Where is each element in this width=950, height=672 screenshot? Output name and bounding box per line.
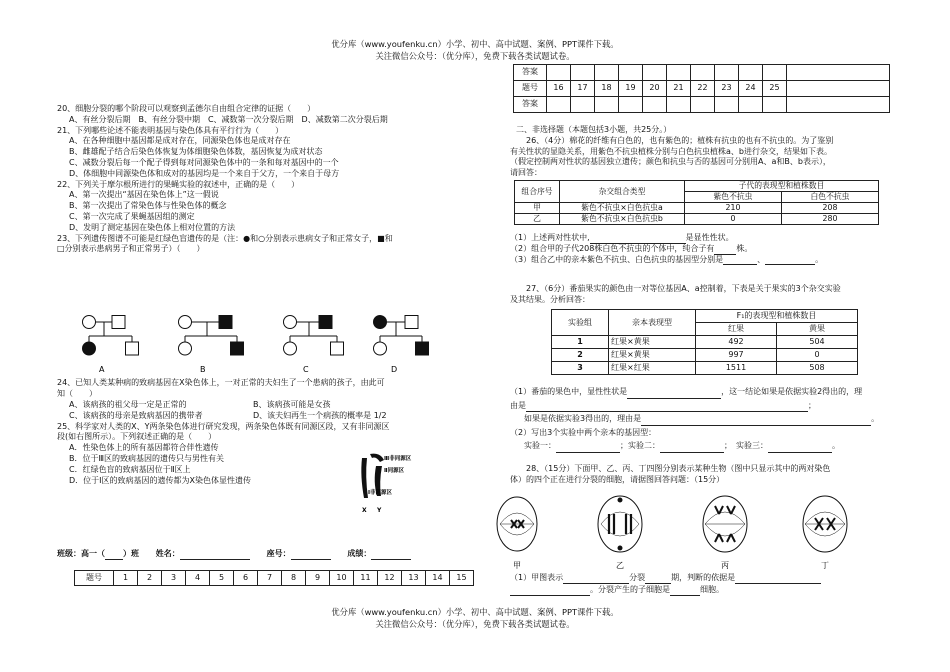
- pedigree-a: [83, 316, 139, 356]
- seat-label: 座号：: [266, 549, 291, 558]
- answer-table-right-number: 22: [691, 81, 715, 97]
- pedigree-label-d: D: [391, 365, 398, 374]
- table-row: [515, 203, 879, 214]
- class-label: 班级：高一（: [57, 549, 105, 558]
- answer-cell[interactable]: [547, 97, 571, 113]
- answer-table-left-number: 7: [258, 571, 282, 586]
- q26-header-group: 组合序号: [515, 181, 560, 203]
- cell-label-yi: 乙: [616, 561, 624, 570]
- fig-label-region-2: Ⅱ同源区: [384, 468, 405, 474]
- q27-exp1-field[interactable]: [556, 443, 620, 453]
- q26-header-offspring: 子代的表现型和植株数目: [685, 181, 879, 192]
- name-field[interactable]: [180, 550, 250, 560]
- q27-row-parents: 红果×黄果: [609, 336, 696, 349]
- q27-row-id: 2: [552, 349, 609, 362]
- answer-cell[interactable]: [763, 97, 787, 113]
- q26-row-id: 甲: [515, 203, 560, 214]
- answer-table-left-number: 3: [162, 571, 186, 586]
- q28-line-1: 28、（15分）下面甲、乙、丙、丁四图分别表示某种生物（图中只显示其中的两对染色: [526, 464, 831, 473]
- q28-sub-1-mid: 分裂: [629, 573, 646, 582]
- q27-row-id: 1: [552, 336, 609, 349]
- answer-table-right-answer-label: 答案: [514, 97, 547, 113]
- answer-table-left-number: 11: [354, 571, 378, 586]
- q21-stem: 21、下列哪些论述不能表明基因与染色体具有平行行为（ ）: [57, 125, 284, 135]
- q27-blank-1[interactable]: [627, 389, 721, 399]
- q27-sub-1: [510, 385, 910, 399]
- cell-jia: [497, 497, 537, 551]
- q25-option-d: D．位于Ⅰ区的致病基因的遗传都为X染色体显性遗传: [69, 475, 251, 485]
- answer-table-right-number: 24: [739, 81, 763, 97]
- q28-sub-1-end: 细胞。: [700, 585, 724, 594]
- q27-header-red: 红果: [696, 323, 777, 336]
- answer-table-left-number: 12: [378, 571, 402, 586]
- cell-label-jia: 甲: [513, 561, 521, 570]
- section-2-title: 二、非选择题（本题包括3小题，共25分。）: [516, 125, 672, 134]
- q27-row-parents: 红果×黄果: [609, 349, 696, 362]
- pedigree-d: [374, 316, 429, 356]
- q26-row-purple: 0: [685, 214, 782, 225]
- q26-row-purple: 210: [685, 203, 782, 214]
- answer-table-right-answer-label: 答案: [514, 65, 547, 81]
- answer-cell[interactable]: [595, 65, 619, 81]
- q26-line-1: 26、（4分）棉花的纤维有白色的，也有紫色的；植株有抗虫的也有不抗虫的。为了鉴别: [526, 135, 834, 145]
- answer-cell[interactable]: [739, 97, 763, 113]
- answer-table-right: [513, 64, 890, 113]
- answer-cell[interactable]: [715, 65, 739, 81]
- q26-row-white: 208: [782, 203, 879, 214]
- q27-row-id: 3: [552, 362, 609, 375]
- answer-table-right-number: 18: [595, 81, 619, 97]
- answer-table-left-number: 1: [114, 571, 138, 586]
- q24-row-2: [57, 411, 477, 422]
- q27-sub-2: （2）写出3个实验中两个亲本的基因型：: [510, 427, 657, 437]
- xy-chromosome-figure: [350, 452, 430, 520]
- answer-cell[interactable]: [547, 65, 571, 81]
- q27-alt-text: 如果是依据实验3得出的，理由是: [524, 414, 642, 423]
- q27-blank-3[interactable]: [641, 416, 871, 426]
- fig-label-region-1: Ⅰ非同源区: [368, 490, 393, 496]
- q26-header-purple: 紫色不抗虫: [685, 192, 782, 203]
- q21-option-b: B、雌雄配子结合后染色体恢复为体细胞染色体数，基因恢复为成对状态: [69, 147, 323, 157]
- student-info-row: [57, 549, 411, 560]
- answer-cell[interactable]: [571, 65, 595, 81]
- score-field[interactable]: [371, 550, 411, 560]
- footer-line-1: 优分库（www.youfenku.cn）小学、初中、高中试题、案例、PPT课件下载。: [331, 607, 619, 617]
- q27-reason-end: ；: [808, 400, 816, 410]
- q21-option-d: D、体细胞中同源染色体和成对的基因均是一个来自于父方，一个来自于母方: [69, 168, 340, 178]
- q26-sub-3: [510, 255, 905, 266]
- q26-sub-2: [510, 244, 905, 255]
- q20-options: A、有丝分裂后期 B、有丝分裂中期 C、减数第一次分裂后期 D、减数第二次分裂后期: [69, 114, 388, 124]
- answer-table-right-number: 19: [619, 81, 643, 97]
- question-24: [57, 378, 477, 422]
- question-23: [57, 234, 477, 256]
- q27-row-yellow: 504: [777, 336, 858, 349]
- q27-sub-1-reason: [510, 399, 910, 413]
- question-27: [510, 284, 905, 306]
- cell-bing: [703, 496, 747, 552]
- q24-option-a: A、该病孩的祖父母一定是正常的: [69, 399, 187, 409]
- q26-sub-3-end: 。: [815, 254, 824, 264]
- q26-sub-3-sep: 、: [757, 254, 766, 264]
- q26-line-2: 有关性状的显隐关系，用紫色不抗虫植株分别与白色抗虫植株a、b进行杂交，结果如下表。: [510, 146, 832, 156]
- q26-row-cross: 紫色不抗虫×白色抗虫a: [560, 203, 685, 214]
- q22-stem: 22、下列关于摩尔根所进行的果蝇实验的叙述中，正确的是（ ）: [57, 179, 300, 189]
- q28-blank-4[interactable]: [510, 586, 590, 596]
- answer-cell[interactable]: [715, 97, 739, 113]
- pedigree-b: [179, 316, 244, 356]
- answer-table-left-number: 14: [426, 571, 450, 586]
- table-row: [552, 349, 858, 362]
- answer-table-right-number: 16: [547, 81, 571, 97]
- q27-row-red: 997: [696, 349, 777, 362]
- answer-table-left-number: 6: [234, 571, 258, 586]
- table-row: [552, 336, 858, 349]
- q25-stem-1: 25、科学家对人类的X、Y两条染色体进行研究发现，两条染色体既有同源区段，又有非同源区: [57, 421, 390, 431]
- fig-label-x: X: [362, 507, 367, 514]
- answer-table-right-number: 21: [667, 81, 691, 97]
- q22-option-d: D、发明了测定基因在染色体上相对位置的方法: [69, 222, 236, 232]
- answer-table-right-header: 题号: [514, 81, 547, 97]
- q27-exp2-label: ；实验二：: [620, 441, 660, 450]
- q27-reason-label: 由是: [510, 400, 526, 410]
- answer-cell[interactable]: [763, 65, 787, 81]
- class-suffix: ）班: [123, 549, 139, 558]
- answer-table-right-number: 20: [643, 81, 667, 97]
- answer-table-left-number: 2: [138, 571, 162, 586]
- answer-table-left-number: 4: [186, 571, 210, 586]
- table-row: [515, 214, 879, 225]
- pedigree-label-c: C: [303, 365, 309, 374]
- q28-sub-1-tail: 期，判断的依据是: [671, 573, 736, 582]
- q27-blank-2[interactable]: [526, 402, 808, 412]
- cell-division-figures: [495, 492, 875, 572]
- q21-option-c: C、减数分裂后每一个配子得到每对同源染色体中的一条和每对基因中的一个: [69, 157, 339, 167]
- q28-blank-3[interactable]: [735, 574, 821, 584]
- q26-row-white: 280: [782, 214, 879, 225]
- footer-line-2: 关注微信公众号：（优分库），免费下载各类试题试卷。: [375, 619, 575, 629]
- q25-option-b: B．位于Ⅲ区的致病基因的遗传只与男性有关: [69, 453, 225, 463]
- q24-option-c: C、该病孩的母亲是致病基因的携带者: [69, 410, 203, 420]
- answer-cell[interactable]: [667, 97, 691, 113]
- answer-table-left-number: 5: [210, 571, 234, 586]
- q27-sub-1-tail: ，这一结论如果是依据实验2得出的，理: [721, 387, 863, 396]
- q27-table: [551, 309, 858, 375]
- q26-blank-4[interactable]: [765, 255, 815, 265]
- answer-table-left: [74, 570, 474, 586]
- q26-header-white: 白色不抗虫: [782, 192, 879, 203]
- q27-exp3-field[interactable]: [768, 443, 832, 453]
- q27-row-red: 492: [696, 336, 777, 349]
- q26-line-4: 请回答：: [510, 168, 542, 178]
- class-field[interactable]: [105, 550, 123, 560]
- q26-sub-1: [510, 233, 905, 244]
- header-line-1: 优分库（www.youfenku.cn）小学、初中、高中试题、案例、PPT课件下载。: [331, 39, 619, 49]
- answer-cell[interactable]: [571, 97, 595, 113]
- q26-subquestions: [510, 233, 905, 265]
- answer-cell-empty: [787, 81, 890, 97]
- pedigree-c: [284, 316, 344, 356]
- q27-header-parents: 亲本表现型: [609, 310, 696, 336]
- q26-row-cross: 紫色不抗虫×白色抗虫b: [560, 214, 685, 225]
- answer-cell[interactable]: [643, 65, 667, 81]
- q23-stem-1: 23、下列遗传图谱不可能是红绿色盲遗传的是（注：●和○分别表示患病女子和正常女子，■和: [57, 233, 393, 243]
- q26-sub-1-text: （1）上述两对性状中,: [510, 233, 590, 242]
- q21-option-a: A、在各种细胞中基因都是成对存在，同源染色体也是成对存在: [69, 136, 291, 146]
- q25-stem-2: 段(如右图所示）。下列叙述正确的是（ ）: [57, 432, 217, 442]
- q26-row-id: 乙: [515, 214, 560, 225]
- q26-sub-3-text: （3）组合乙中的亲本紫色不抗虫、白色抗虫的基因型分别是: [510, 254, 724, 264]
- fig-label-region-3: Ⅲ非同源区: [384, 456, 412, 462]
- q27-exp-end: 。: [832, 441, 840, 450]
- q28-blank-5[interactable]: [670, 586, 700, 596]
- page-header: [0, 38, 950, 62]
- q22-option-a: A、第一次提出“基因在染色体上”这一假说: [69, 190, 219, 200]
- q27-exp2-field[interactable]: [660, 443, 724, 453]
- question-20: [57, 104, 477, 126]
- q24-stem-1: 24、已知人类某种病的致病基因在X染色体上，一对正常的夫妇生了一个患病的孩子，由此可: [57, 378, 385, 387]
- answer-cell[interactable]: [691, 97, 715, 113]
- q28-blank-1[interactable]: [563, 574, 629, 584]
- q24-option-d: D、该夫妇再生一个病孩的概率是 1/2: [253, 410, 387, 420]
- answer-cell[interactable]: [667, 65, 691, 81]
- q27-sub-1-alt: [510, 412, 910, 426]
- q24-stem-2: 知（ ）: [57, 388, 97, 398]
- q28-sub-1-cont-text: 。分裂产生的子细胞是: [590, 585, 670, 594]
- q28-line-2: 体）的四个正在进行分裂的细胞，请据图回答问题：（15分）: [510, 474, 725, 484]
- cell-label-bing: 丙: [721, 561, 729, 570]
- answer-cell[interactable]: [619, 97, 643, 113]
- cell-yi: [598, 496, 642, 552]
- fig-label-y: Y: [377, 507, 382, 514]
- answer-table-left-number: 8: [282, 571, 306, 586]
- q27-header-group: 实验组: [552, 310, 609, 336]
- q24-row-1: [57, 400, 477, 411]
- q26-blank-1[interactable]: [590, 234, 686, 244]
- q27-sub-1-text: （1）番茄的果色中，显性性状是: [510, 387, 628, 396]
- q27-line-2: 及其结果。分析回答：: [510, 294, 590, 304]
- q27-row-yellow: 0: [777, 349, 858, 362]
- q27-row-yellow: 508: [777, 362, 858, 375]
- seat-field[interactable]: [291, 550, 331, 560]
- name-label: 姓名：: [155, 549, 180, 558]
- q26-sub-2-text: （2）组合甲的子代208株白色不抗虫的个体中，纯合子有: [510, 243, 715, 253]
- answer-table-left-number: 10: [330, 571, 354, 586]
- question-21: [57, 126, 477, 180]
- q22-option-b: B、第一次提出了常染色体与性染色体的概念: [69, 201, 227, 211]
- q22-option-c: C、第一次完成了果蝇基因组的测定: [69, 211, 195, 221]
- answer-table-right-number: 23: [715, 81, 739, 97]
- header-line-2: 关注微信公众号：（优分库），免费下载各类试题试卷。: [375, 51, 575, 61]
- q23-stem-2: □分别表示患病男子和正常男子）（ ）: [57, 244, 205, 254]
- answer-cell[interactable]: [619, 65, 643, 81]
- cell-ding: [803, 496, 847, 552]
- right-column: [510, 125, 905, 179]
- left-column: [57, 104, 477, 255]
- answer-cell[interactable]: [595, 97, 619, 113]
- q20-stem: 20、细胞分裂的哪个阶段可以观察到孟德尔自由组合定律的证据（ ）: [57, 104, 316, 113]
- q26-sub-1-tail: 是显性性状。: [685, 233, 734, 242]
- answer-table-left-number: 13: [402, 571, 426, 586]
- pedigree-charts: [57, 306, 477, 376]
- answer-cell-empty: [787, 97, 890, 113]
- q26-header-cross: 杂交组合类型: [560, 181, 685, 203]
- q26-line-3: （假定控制两对性状的基因独立遗传；颜色和抗虫与否的基因可分别用A、a和B、b表示），: [510, 157, 831, 167]
- q27-exp1-label: 实验一：: [524, 441, 556, 450]
- q28-sub-1: [510, 572, 910, 584]
- q26-sub-2-tail: 株。: [736, 243, 753, 253]
- table-row: [552, 362, 858, 375]
- q25-option-c: C．红绿色盲的致病基因位于Ⅱ区上: [69, 464, 191, 474]
- q24-option-b: B、该病孩可能是女孩: [253, 399, 331, 409]
- cell-label-ding: 丁: [821, 561, 829, 570]
- q28-blank-2[interactable]: [645, 574, 671, 584]
- q27-header-f1: F₁的表现型和植株数目: [696, 310, 858, 323]
- q26-blank-2[interactable]: [714, 245, 736, 255]
- x-chromosome-shape: [361, 458, 368, 498]
- q27-row-parents: 红果×红果: [609, 362, 696, 375]
- answer-table-left-number: 9: [306, 571, 330, 586]
- score-label: 成绩：: [347, 549, 372, 558]
- answer-table-right-number: 25: [763, 81, 787, 97]
- answer-table-right-number: 17: [571, 81, 595, 97]
- question-26: [510, 136, 905, 179]
- q27-row-red: 1511: [696, 362, 777, 375]
- q26-blank-3[interactable]: [723, 255, 757, 265]
- q27-line-1: 27、（6分）番茄果实的颜色由一对等位基因A、a控制着，下表是关于果实的3个杂交实验: [526, 284, 841, 293]
- answer-cell-empty: [787, 65, 890, 81]
- page-footer: [0, 606, 950, 630]
- q28-subquestions: [510, 572, 910, 596]
- question-28: [510, 464, 910, 486]
- answer-cell[interactable]: [739, 65, 763, 81]
- answer-cell[interactable]: [691, 65, 715, 81]
- q28-sub-1-text: （1）甲图表示: [510, 573, 564, 582]
- answer-cell[interactable]: [643, 97, 667, 113]
- q28-sub-1-cont: [510, 584, 910, 596]
- q27-exp3-label: ； 实验三：: [724, 441, 768, 450]
- pedigree-label-a: A: [99, 365, 105, 374]
- q25-option-a: A．性染色体上的所有基因都符合伴性遗传: [69, 443, 219, 453]
- question-22: [57, 180, 477, 234]
- q27-header-yellow: 黄果: [777, 323, 858, 336]
- q27-subquestions: [510, 385, 910, 453]
- q27-alt-end: 。: [871, 414, 880, 423]
- answer-table-left-number: 15: [450, 571, 474, 586]
- answer-table-left-header: 题号: [75, 571, 114, 586]
- pedigree-label-b: B: [200, 365, 206, 374]
- q26-table: [514, 180, 879, 225]
- q27-sub-2-experiments: [510, 439, 910, 453]
